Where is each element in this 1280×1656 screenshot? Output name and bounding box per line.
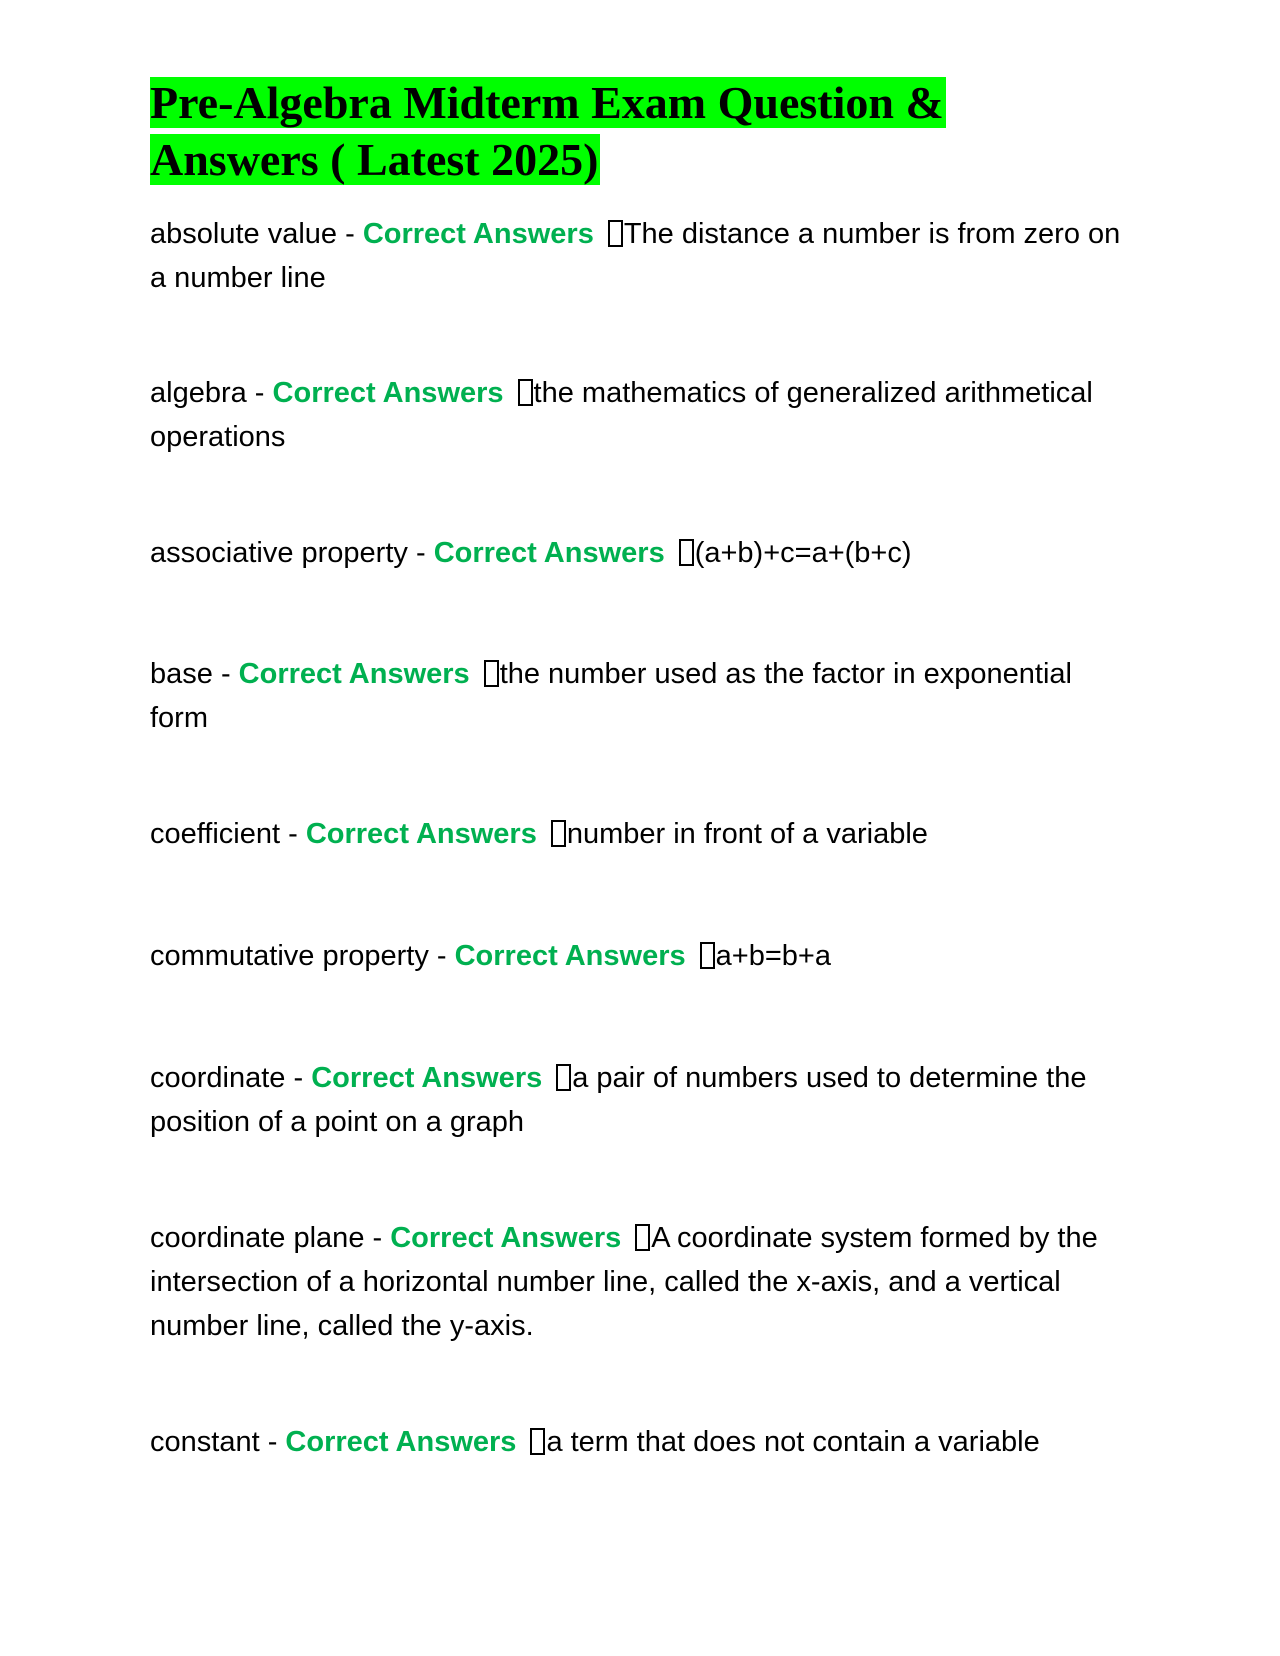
entry-coordinate [150, 1056, 1130, 1144]
entry-term: constant [150, 1426, 260, 1458]
entry-definition: the mathematics of generalized arithmetical operations [150, 377, 1093, 453]
entry-commutative-property [150, 934, 1130, 978]
correct-answers-label: Correct Answers [272, 377, 504, 409]
entry-base [150, 652, 1130, 740]
entry-coefficient [150, 812, 1130, 856]
entry-definition: the number used as the factor in exponential form [150, 658, 1072, 734]
entry-separator: - [428, 940, 455, 972]
entry-separator: - [364, 1222, 391, 1254]
missing-glyph-icon [608, 220, 623, 247]
entry-separator: - [246, 377, 273, 409]
entry-definition: a+b=b+a [715, 940, 831, 972]
missing-glyph-icon [518, 379, 533, 406]
missing-glyph-icon [551, 820, 566, 847]
entry-definition: a pair of numbers used to determine the position of a point on a graph [150, 1062, 1087, 1138]
entry-definition: a term that does not contain a variable [546, 1426, 1040, 1458]
title-line-1: Pre-Algebra Midterm Exam Question & [150, 77, 944, 128]
missing-glyph-icon [484, 660, 499, 687]
entry-separator: - [280, 818, 306, 850]
entry-definition: A coordinate system formed by the intersection of a horizontal number line, called the x-axis, and a vertical number line, called the y-axis. [150, 1222, 1098, 1342]
entry-term: associative property [150, 537, 408, 569]
entry-term: commutative property [150, 940, 429, 972]
correct-answers-label: Correct Answers [285, 1426, 517, 1458]
entry-term: algebra [150, 377, 247, 409]
entry-coordinate-plane [150, 1216, 1130, 1348]
missing-glyph-icon [635, 1224, 650, 1251]
entry-absolute-value [150, 212, 1130, 300]
entry-definition: The distance a number is from zero on a number line [150, 218, 1121, 294]
entry-term: coefficient [150, 818, 281, 850]
entry-term: base [150, 658, 213, 690]
entry-separator: - [212, 658, 239, 690]
missing-glyph-icon [679, 539, 694, 566]
missing-glyph-icon [556, 1064, 571, 1091]
correct-answers-label: Correct Answers [362, 218, 594, 250]
correct-answers-label: Correct Answers [305, 818, 537, 850]
entry-separator: - [285, 1062, 312, 1094]
title-line-2: Answers ( Latest 2025) [150, 134, 599, 185]
entry-term: absolute value [150, 218, 338, 250]
entry-separator: - [407, 537, 434, 569]
entry-term: coordinate [150, 1062, 286, 1094]
correct-answers-label: Correct Answers [238, 658, 470, 690]
entry-algebra [150, 371, 1130, 459]
correct-answers-label: Correct Answers [454, 940, 686, 972]
entry-separator: - [337, 218, 363, 250]
document-page [150, 74, 1130, 1464]
entry-term: coordinate plane [150, 1222, 365, 1254]
correct-answers-label: Correct Answers [311, 1062, 543, 1094]
correct-answers-label: Correct Answers [433, 537, 665, 569]
entry-definition: number in front of a variable [566, 818, 928, 850]
missing-glyph-icon [530, 1428, 545, 1455]
correct-answers-label: Correct Answers [390, 1222, 622, 1254]
entry-definition: (a+b)+c=a+(b+c) [694, 537, 912, 569]
missing-glyph-icon [700, 942, 715, 969]
document-title [150, 74, 1130, 188]
entry-associative-property [150, 531, 1130, 575]
entry-constant [150, 1420, 1130, 1464]
entry-separator: - [259, 1426, 286, 1458]
